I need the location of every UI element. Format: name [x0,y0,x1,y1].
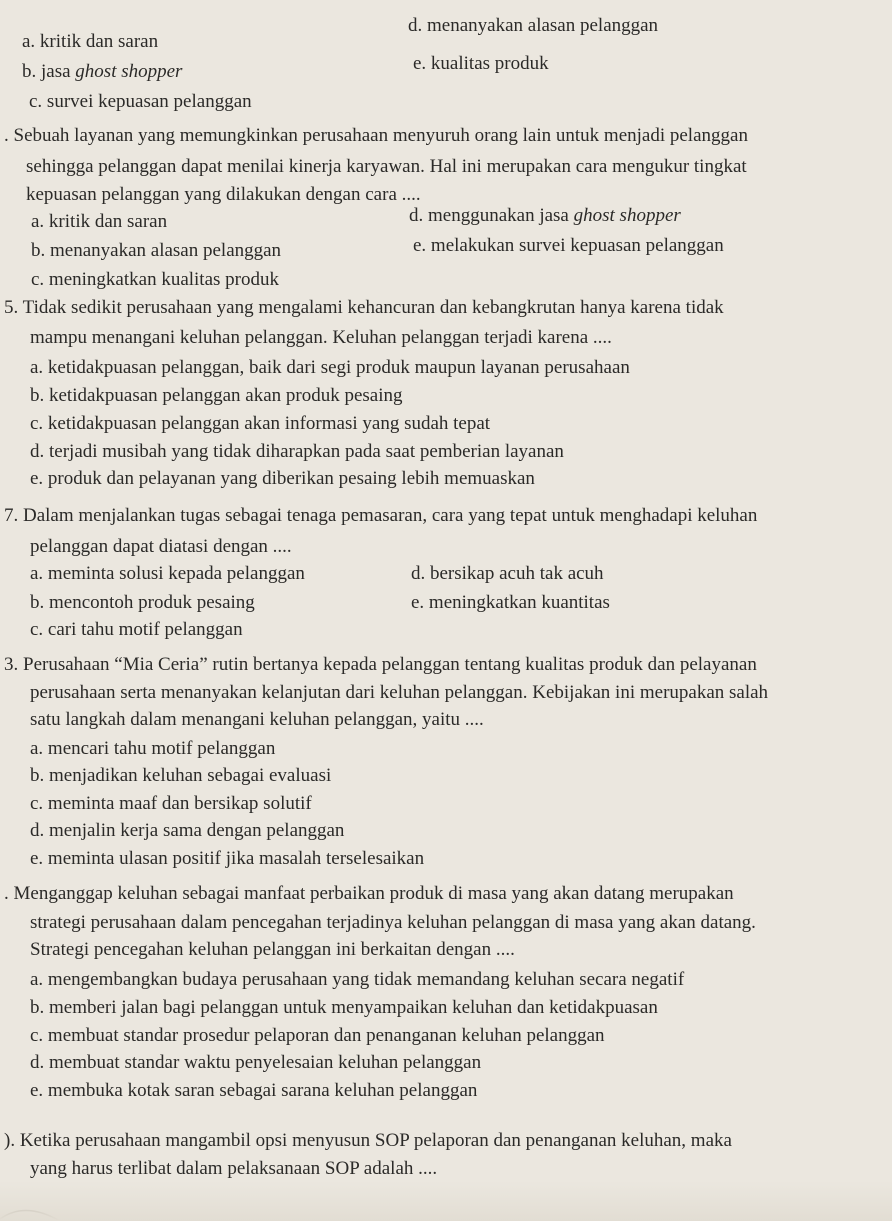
option-a: a. kritik dan saran [22,31,159,52]
option-c: c. membuat standar prosedur pelaporan dan penanganan keluhan pelanggan [30,1025,605,1046]
option-d: d. terjadi musibah yang tidak diharapkan pada saat pemberian layanan [30,441,564,462]
question-line-1: . Menganggap keluhan sebagai manfaat perbaikan produk di masa yang akan datang merupakan [4,883,734,904]
option-d: d. menjalin kerja sama dengan pelanggan [30,820,345,841]
option-b-italic: ghost shopper [75,61,183,82]
question-line-1: 3. Perusahaan “Mia Ceria” rutin bertanya kepada pelanggan tentang kualitas produk dan pelayanan [4,654,757,675]
option-e: e. membuka kotak saran sebagai sarana keluhan pelanggan [30,1080,478,1101]
question-line-2: perusahaan serta menanyakan kelanjutan dari keluhan pelanggan. Kebijakan ini merupakan salah [30,682,769,703]
option-b [22,60,182,84]
option-d: d. menanyakan alasan pelanggan [408,15,659,36]
option-b: b. ketidakpuasan pelanggan akan produk pesaing [30,385,403,406]
option-c: c. meningkatkan kualitas produk [31,269,279,290]
option-e: e. meningkatkan kuantitas [411,592,610,613]
question-7-line-1: 7. Dalam menjalankan tugas sebagai tenaga pemasaran, cara yang tepat untuk menghadapi keluhan [4,505,758,526]
question-4-line-2: sehingga pelanggan dapat menilai kinerja karyawan. Hal ini merupakan cara mengukur tingkat [26,156,747,177]
option-e: e. kualitas produk [413,53,549,74]
option-d [409,204,681,228]
option-b-text: b. jasa [22,61,76,82]
option-a: a. meminta solusi kepada pelanggan [30,563,305,584]
option-e: e. meminta ulasan positif jika masalah terselesaikan [30,848,425,869]
option-c: c. cari tahu motif pelanggan [30,619,243,640]
option-a: a. ketidakpuasan pelanggan, baik dari segi produk maupun layanan perusahaan [30,357,630,378]
option-b: b. menjadikan keluhan sebagai evaluasi [30,765,332,786]
option-c: c. meminta maaf dan bersikap solutif [30,793,312,814]
option-c: c. ketidakpuasan pelanggan akan informasi yang sudah tepat [30,413,491,434]
option-d-text: d. menggunakan jasa [409,205,574,226]
option-a: a. mengembangkan budaya perusahaan yang tidak memandang keluhan secara negatif [30,969,685,990]
question-line-2: yang harus terlibat dalam pelaksanaan SOP adalah .... [30,1158,438,1179]
option-b: b. menanyakan alasan pelanggan [31,240,282,261]
question-7-line-2: pelanggan dapat diatasi dengan .... [30,536,292,557]
option-a: a. mencari tahu motif pelanggan [30,738,276,759]
option-a: a. kritik dan saran [31,211,168,232]
bottom-shadow [0,1181,892,1221]
question-5-line-1: 5. Tidak sedikit perusahaan yang mengalami kehancuran dan kebangkrutan hanya karena tidak [4,297,724,318]
question-line-1: ). Ketika perusahaan mangambil opsi menyusun SOP pelaporan dan penanganan keluhan, maka [4,1130,732,1151]
option-e: e. melakukan survei kepuasan pelanggan [413,235,724,256]
option-b: b. mencontoh produk pesaing [30,592,255,613]
option-d: d. bersikap acuh tak acuh [411,563,604,584]
question-5-line-2: mampu menangani keluhan pelanggan. Keluhan pelanggan terjadi karena .... [30,327,612,348]
question-line-2: strategi perusahaan dalam pencegahan terjadinya keluhan pelanggan di masa yang akan datang. [30,912,756,933]
option-b: b. memberi jalan bagi pelanggan untuk menyampaikan keluhan dan ketidakpuasan [30,997,658,1018]
option-c: c. survei kepuasan pelanggan [29,91,252,112]
option-d: d. membuat standar waktu penyelesaian keluhan pelanggan [30,1052,482,1073]
question-line-3: satu langkah dalam menangani keluhan pelanggan, yaitu .... [30,709,484,730]
question-4-line-3: kepuasan pelanggan yang dilakukan dengan cara .... [26,184,421,205]
question-line-3: Strategi pencegahan keluhan pelanggan ini berkaitan dengan .... [30,939,515,960]
option-e: e. produk dan pelayanan yang diberikan pesaing lebih memuaskan [30,468,535,489]
question-4-line-1: . Sebuah layanan yang memungkinkan perusahaan menyuruh orang lain untuk menjadi pelanggan [4,125,748,146]
option-d-italic: ghost shopper [573,205,681,226]
